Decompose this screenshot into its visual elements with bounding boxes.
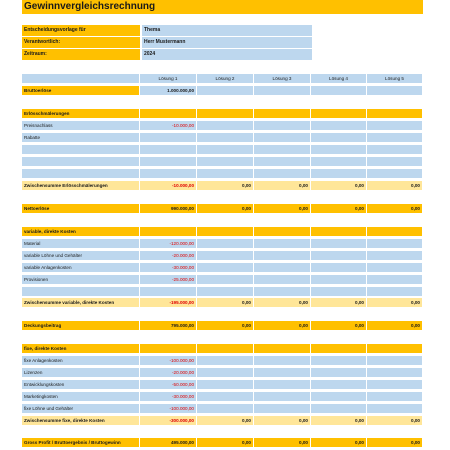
row-label-cell[interactable] (22, 181, 140, 191)
row-label-cell[interactable] (22, 380, 140, 390)
row-label-cell[interactable] (22, 263, 140, 273)
section-cell[interactable] (311, 227, 367, 237)
cell-value: -100.000,00 (169, 358, 194, 363)
row-label-cell[interactable] (22, 239, 140, 249)
empty-cell[interactable] (311, 287, 367, 297)
section-cell[interactable] (197, 109, 254, 119)
table-row-development-costs (22, 380, 423, 390)
value-cell[interactable] (254, 298, 311, 308)
value-cell[interactable] (367, 416, 423, 426)
value-cell[interactable] (311, 204, 367, 214)
info-row-subject (22, 25, 312, 36)
empty-cell[interactable] (311, 145, 367, 155)
cell-value: 990.000,00 (171, 206, 194, 211)
table-row-gross-revenue (22, 86, 423, 96)
value-cell[interactable] (367, 438, 423, 448)
row-label: fixe Löhne und Gehälter (24, 406, 74, 411)
section-cell[interactable] (254, 227, 311, 237)
table-row-subtotal-revenue-reductions (22, 181, 423, 191)
table-row-gross-profit (22, 438, 423, 448)
value-cell[interactable] (197, 298, 254, 308)
cell-value: 795.000,00 (171, 323, 194, 328)
value-cell[interactable] (140, 392, 197, 402)
cell-value: -30.000,00 (172, 394, 194, 399)
value-cell[interactable] (197, 275, 254, 285)
section-cell[interactable] (140, 344, 197, 354)
value-cell[interactable] (140, 251, 197, 261)
empty-cell[interactable] (197, 145, 254, 155)
title-bar (22, 0, 423, 14)
info-value-cell[interactable] (142, 49, 312, 60)
cell-value: 0,00 (355, 183, 364, 188)
cell-value: -20.000,00 (172, 370, 194, 375)
cell-value: -25.000,00 (172, 277, 194, 282)
value-cell[interactable] (367, 275, 423, 285)
cell-value: 0,00 (355, 418, 364, 423)
value-cell[interactable] (140, 438, 197, 448)
row-label-cell[interactable] (22, 121, 140, 131)
table-row-material (22, 239, 423, 249)
cell-value: 0,00 (411, 206, 420, 211)
row-label-cell[interactable] (22, 321, 140, 331)
row-label-cell[interactable] (22, 275, 140, 285)
value-cell[interactable] (197, 181, 254, 191)
value-cell[interactable] (197, 404, 254, 414)
value-cell[interactable] (254, 275, 311, 285)
value-cell[interactable] (311, 86, 367, 96)
value-cell[interactable] (367, 263, 423, 273)
value-cell[interactable] (311, 181, 367, 191)
section-cell[interactable] (311, 109, 367, 119)
row-label-cell[interactable] (22, 368, 140, 378)
cell-value: -100.000,00 (169, 406, 194, 411)
row-label-cell[interactable] (22, 298, 140, 308)
value-cell[interactable] (367, 251, 423, 261)
section-label: Erlösschmälerungen (24, 111, 70, 116)
cell-value: 0,00 (299, 300, 308, 305)
column-header-label: Lösung 1 (158, 76, 178, 81)
column-header-label: Lösung 4 (329, 76, 348, 81)
value-cell[interactable] (367, 204, 423, 214)
section-label-cell[interactable] (22, 227, 140, 237)
info-row-period (22, 49, 312, 60)
cell-value: 0,00 (411, 183, 420, 188)
value-cell[interactable] (367, 368, 423, 378)
empty-cell[interactable] (140, 157, 197, 167)
info-value: 2024 (144, 51, 156, 57)
section-cell[interactable] (367, 227, 423, 237)
table-row-rebates (22, 133, 423, 143)
value-cell[interactable] (197, 239, 254, 249)
empty-cell[interactable] (197, 157, 254, 167)
sheet-title: Gewinnvergleichsrechnung (24, 1, 156, 12)
value-cell[interactable] (254, 133, 311, 143)
value-cell[interactable] (140, 321, 197, 331)
value-cell[interactable] (140, 263, 197, 273)
value-cell[interactable] (367, 133, 423, 143)
value-cell[interactable] (254, 204, 311, 214)
value-cell[interactable] (367, 298, 423, 308)
value-cell[interactable] (367, 86, 423, 96)
row-label: variable Anlagenkosten (24, 265, 72, 270)
cell-value: 0,00 (242, 206, 251, 211)
row-label: Provisionen (24, 277, 49, 282)
value-cell[interactable] (311, 133, 367, 143)
empty-cell[interactable] (22, 287, 140, 297)
value-cell[interactable] (197, 86, 254, 96)
value-cell[interactable] (140, 368, 197, 378)
cell-value: -120.000,00 (169, 241, 194, 246)
row-label: Bruttoerlöse (24, 88, 52, 93)
row-label-cell[interactable] (22, 133, 140, 143)
table-row-fixed-asset-costs (22, 356, 423, 366)
value-cell[interactable] (197, 392, 254, 402)
row-label-cell[interactable] (22, 86, 140, 96)
row-label: Material (24, 241, 41, 246)
value-cell[interactable] (254, 404, 311, 414)
info-label: Zeitraum: (24, 51, 47, 57)
table-row-empty (22, 145, 423, 155)
empty-cell[interactable] (367, 145, 423, 155)
table-row-variable-wages (22, 251, 423, 261)
value-cell[interactable] (140, 404, 197, 414)
section-cell[interactable] (140, 227, 197, 237)
value-cell[interactable] (311, 392, 367, 402)
cell-value: 0,00 (242, 323, 251, 328)
row-label: Entwicklungskosten (24, 382, 65, 387)
value-cell[interactable] (254, 416, 311, 426)
value-cell[interactable] (254, 263, 311, 273)
empty-cell[interactable] (311, 157, 367, 167)
value-cell[interactable] (140, 356, 197, 366)
row-label-cell[interactable] (22, 204, 140, 214)
row-label: Lizenzen (24, 370, 43, 375)
table-row-net-revenue (22, 204, 423, 214)
table-row-marketing-costs (22, 392, 423, 402)
value-cell[interactable] (311, 404, 367, 414)
value-cell[interactable] (311, 239, 367, 249)
table-row-licenses (22, 368, 423, 378)
info-label: Entscheidungsvorlage für (24, 27, 86, 33)
value-cell[interactable] (311, 121, 367, 131)
value-cell[interactable] (197, 133, 254, 143)
table-row-subtotal-fixed-costs (22, 416, 423, 426)
row-label: variable Löhne und Gehälter (24, 253, 82, 258)
empty-cell[interactable] (367, 157, 423, 167)
value-cell[interactable] (311, 356, 367, 366)
row-label: fixe Anlagenkosten (24, 358, 63, 363)
cell-value: 0,00 (411, 300, 420, 305)
info-label-cell[interactable] (22, 49, 140, 60)
info-value: Thema (144, 27, 161, 33)
value-cell[interactable] (254, 392, 311, 402)
section-cell[interactable] (367, 344, 423, 354)
cell-value: 0,00 (299, 183, 308, 188)
value-cell[interactable] (254, 121, 311, 131)
empty-cell[interactable] (367, 287, 423, 297)
value-cell[interactable] (311, 416, 367, 426)
section-cell[interactable] (254, 344, 311, 354)
value-cell[interactable] (367, 404, 423, 414)
value-cell[interactable] (367, 392, 423, 402)
cell-value: 0,00 (411, 418, 420, 423)
empty-cell[interactable] (140, 169, 197, 179)
value-cell[interactable] (140, 204, 197, 214)
table-row-contribution-margin (22, 321, 423, 331)
info-label-cell[interactable] (22, 37, 140, 48)
empty-cell[interactable] (197, 287, 254, 297)
column-header-label: Lösung 2 (215, 76, 235, 81)
section-label: variable, direkte Kosten (24, 229, 76, 234)
empty-cell[interactable] (254, 157, 311, 167)
value-cell[interactable] (140, 133, 197, 143)
section-cell[interactable] (311, 344, 367, 354)
value-cell[interactable] (367, 321, 423, 331)
info-value-cell[interactable] (142, 37, 312, 48)
cell-value: 0,00 (355, 323, 364, 328)
row-label: Preisnachlass (24, 123, 53, 128)
table-row-empty (22, 157, 423, 167)
cell-value: 0,00 (411, 440, 420, 445)
section-label-cell[interactable] (22, 109, 140, 119)
section-label-cell[interactable] (22, 344, 140, 354)
row-label-cell[interactable] (22, 251, 140, 261)
info-value: Herr Mustermann (144, 39, 186, 45)
cell-value: -10.000,00 (172, 183, 194, 188)
empty-cell[interactable] (22, 157, 140, 167)
row-label-cell[interactable] (22, 438, 140, 448)
value-cell[interactable] (254, 368, 311, 378)
column-header-label: Lösung 3 (272, 76, 292, 81)
value-cell[interactable] (367, 181, 423, 191)
value-cell[interactable] (254, 181, 311, 191)
info-label: Verantwortlich: (24, 39, 61, 45)
empty-cell[interactable] (367, 169, 423, 179)
table-row-subtotal-variable-costs (22, 298, 423, 308)
empty-cell[interactable] (22, 169, 140, 179)
cell-value: 0,00 (242, 418, 251, 423)
value-cell[interactable] (367, 121, 423, 131)
value-cell[interactable] (197, 321, 254, 331)
row-label: Gross Profit / Bruttoergebnis / Bruttogewinn (24, 440, 121, 445)
empty-cell[interactable] (22, 145, 140, 155)
value-cell[interactable] (197, 368, 254, 378)
value-cell[interactable] (367, 239, 423, 249)
cell-value: -300.000,00 (169, 418, 194, 423)
empty-cell[interactable] (197, 169, 254, 179)
column-header[interactable] (367, 74, 423, 84)
cell-value: 0,00 (299, 206, 308, 211)
cell-value: 0,00 (355, 440, 364, 445)
row-label: Zwischensumme variable, direkte Kosten (24, 300, 115, 305)
cell-value: 0,00 (411, 323, 420, 328)
row-label: Deckungsbeitrag (24, 323, 62, 328)
row-label: Nettoerlöse (24, 206, 50, 211)
table-row-commissions (22, 275, 423, 285)
cell-value: 0,00 (299, 440, 308, 445)
section-cell[interactable] (254, 109, 311, 119)
value-cell[interactable] (197, 356, 254, 366)
value-cell[interactable] (311, 298, 367, 308)
value-cell[interactable] (254, 380, 311, 390)
section-cell[interactable] (197, 227, 254, 237)
info-value-cell[interactable] (142, 25, 312, 36)
cell-value: 1.000.000,00 (167, 88, 194, 93)
row-label-cell[interactable] (22, 416, 140, 426)
value-cell[interactable] (254, 251, 311, 261)
table-row-fixed-wages (22, 404, 423, 414)
column-header-label: Lösung 5 (385, 76, 404, 81)
value-cell[interactable] (311, 321, 367, 331)
empty-cell[interactable] (311, 169, 367, 179)
row-label-cell[interactable] (22, 392, 140, 402)
value-cell[interactable] (197, 263, 254, 273)
value-cell[interactable] (367, 356, 423, 366)
value-cell[interactable] (197, 438, 254, 448)
info-label-cell[interactable] (22, 25, 140, 36)
value-cell[interactable] (311, 275, 367, 285)
value-cell[interactable] (311, 251, 367, 261)
section-header-revenue-reductions (22, 109, 423, 119)
cell-value: 0,00 (242, 183, 251, 188)
cell-value: -50.000,00 (172, 382, 194, 387)
column-header[interactable] (311, 74, 367, 84)
value-cell[interactable] (367, 380, 423, 390)
row-label: Marketingkosten (24, 394, 58, 399)
cell-value: 0,00 (355, 300, 364, 305)
value-cell[interactable] (197, 380, 254, 390)
section-cell[interactable] (197, 344, 254, 354)
value-cell[interactable] (140, 239, 197, 249)
value-cell[interactable] (140, 416, 197, 426)
cell-value: 0,00 (242, 440, 251, 445)
value-cell[interactable] (254, 321, 311, 331)
row-label: Zwischensumme Erlösschmälerungen (24, 183, 108, 188)
section-header-variable-costs (22, 227, 423, 237)
column-header[interactable] (254, 74, 311, 84)
row-label: Zwischensumme fixe, direkte Kosten (24, 418, 105, 423)
table-row-empty (22, 169, 423, 179)
value-cell[interactable] (140, 121, 197, 131)
value-cell[interactable] (197, 204, 254, 214)
empty-cell[interactable] (140, 145, 197, 155)
row-label-cell[interactable] (22, 356, 140, 366)
value-cell[interactable] (140, 275, 197, 285)
value-cell[interactable] (254, 438, 311, 448)
value-cell[interactable] (311, 368, 367, 378)
value-cell[interactable] (140, 86, 197, 96)
value-cell[interactable] (311, 380, 367, 390)
row-label: Rabatte (24, 135, 41, 140)
column-header-row (22, 74, 423, 84)
section-cell[interactable] (367, 109, 423, 119)
value-cell[interactable] (197, 416, 254, 426)
table-row-empty (22, 287, 423, 297)
cell-value: 0,00 (242, 300, 251, 305)
row-label-cell[interactable] (22, 404, 140, 414)
cell-value: 0,00 (299, 323, 308, 328)
empty-cell[interactable] (254, 287, 311, 297)
empty-cell[interactable] (140, 287, 197, 297)
value-cell[interactable] (197, 121, 254, 131)
table-row-discount (22, 121, 423, 131)
cell-value: -30.000,00 (172, 265, 194, 270)
section-header-fixed-costs (22, 344, 423, 354)
column-header[interactable] (140, 74, 197, 84)
cell-value: 0,00 (299, 418, 308, 423)
value-cell[interactable] (311, 438, 367, 448)
value-cell[interactable] (311, 263, 367, 273)
cell-value: -10.000,00 (172, 123, 194, 128)
value-cell[interactable] (254, 239, 311, 249)
empty-cell[interactable] (254, 145, 311, 155)
column-header[interactable] (197, 74, 254, 84)
value-cell[interactable] (140, 380, 197, 390)
cell-value: 0,00 (355, 206, 364, 211)
cell-value: 495.000,00 (171, 440, 194, 445)
value-cell[interactable] (254, 86, 311, 96)
section-cell[interactable] (140, 109, 197, 119)
empty-cell[interactable] (254, 169, 311, 179)
value-cell[interactable] (254, 356, 311, 366)
value-cell[interactable] (197, 251, 254, 261)
info-row-responsible (22, 37, 312, 48)
value-cell[interactable] (140, 298, 197, 308)
value-cell[interactable] (140, 181, 197, 191)
table-row-variable-asset-costs (22, 263, 423, 273)
section-label: fixe, direkte Kosten (24, 346, 67, 351)
header-blank-cell[interactable] (22, 74, 140, 84)
cell-value: -20.000,00 (172, 253, 194, 258)
cell-value: -195.000,00 (169, 300, 194, 305)
